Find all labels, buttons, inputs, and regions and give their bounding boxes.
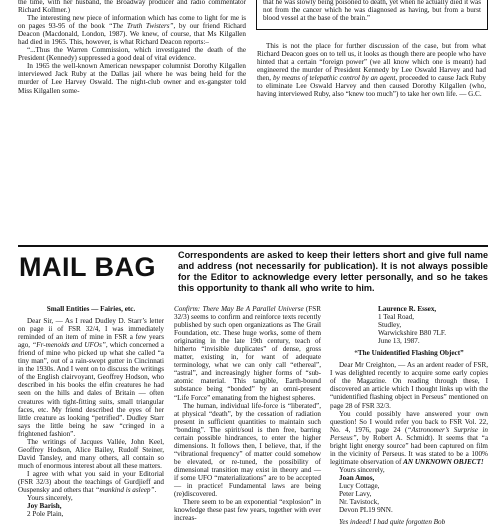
text-run: , which concerned a friend of mine who picked up what she called “a tiny man”, out of a rain-swept gutter in Cincinnati in the 1930s. And I went on to discuss the writings of the English clairvoyant, Geoffrey Hodson, who described in his books the elfin creatures he had seen on the hills and dales of Britain — often creatures with tight-fitting suits, small triangular faces, etc. My friend described the eyes of her little creature as looking “petrified”. Dudley Starr says the little being he saw “cringed in a frightened fashion”. <box>18 341 164 438</box>
section-title: MAIL BAG <box>19 252 156 282</box>
text-run: Dear Sir, — As I read Dudley D. Starr’s letter on page ii of FSR 32/4, I was immediately reminded of an item of mine in FSR a few years ago, <box>18 317 164 350</box>
text-run: The interesting new piece of information which has come to light for me is on pages 93-95 of the book <box>18 14 246 31</box>
paragraph: The writings of Jacques Vallée, John Keel, Geoffrey Hodson, Alice Bailey, Rudolf Steiner, David Tansley, and many others, all contain so much of enormous interest about all these matters. <box>18 437 164 470</box>
letter-date: June 13, 1987. <box>378 337 420 346</box>
address-line: Peter Lavy, <box>339 490 372 499</box>
paragraph: the time, with her husband, the Broadway producer and radio commentator Richard Kollmer.) <box>18 0 246 15</box>
text-run: , by Robert A. Schmidt). It seems that “a bright light energy source” had been captured on film in the vicinity of Perseus. It was stated to be a 100% legitimate observation of <box>330 433 488 466</box>
correspondents-notice: Correspondents are asked to keep their letters short and give full name and address (not necessarily for publication). It is not always possible for the Editor to acknowledge every letter personally, and so he takes this opportunity to thank all who write to him. <box>178 250 488 293</box>
paragraph: The human, individual life-force is “liberated”, at physical “death”, by the cessation of radiation present in sufficient quantities to maintain such “bonding”. The spirit/soul is then free, barring certain possible hindrances, to enter the higher dimensions. It follows then, I believe, that, if the “vibrational frequency” of matter could somehow be elevated, or re-tuned, the possibility of dimensional transition may exist in theory and — if some UFO “materializations” are to be accepted — in practice! Fundamental laws are being (re)discovered. <box>174 401 321 499</box>
text-run: , proceeded to cause Jack Ruby to eliminate Lee Oswald Harvey and then caused Dorothy Kilgallen (who, having interviewed Ruby, also “knew too much”) to take her own life. — G.C. <box>257 74 486 99</box>
address-line: Nr. Tavistock, <box>339 498 380 507</box>
address-line: Warwickshire B80 7LF. <box>378 329 447 338</box>
paragraph <box>330 410 488 466</box>
text-run: You could possibly have answered your own question! So I would refer you back to FSR Vol. 22, No. 4, 1976, page 24 ( <box>330 409 488 434</box>
signature-name: Joan Amos, <box>339 473 375 482</box>
paragraph: There seem to be an exponential “explosion” in knowledge these past few years, together with ever increas- <box>174 498 321 523</box>
text-run: (FSR 32/3) seems to confirm and reinforce texts recently published by such open organizations as The Grail Foundation, etc. These huge works, some of them originating in the late 19th century, teach of hitherto “invisible duplicates” of dense, gross matter, existing in, for want of adequate terminology, what we can only call “ethereal”, “astral”, and increasingly higher forms of “sub-atomic material. This tangible, Earth-bound substance being “bonded” by an omni-present “Life Force” emanating from the highest spheres. <box>174 305 322 402</box>
letter-heading: Small Entities — Fairies, etc. <box>46 305 136 313</box>
paragraph <box>174 305 321 402</box>
article-title: “Astronomer’s Surprise in Perseus” <box>330 425 488 442</box>
paragraph <box>18 317 164 438</box>
book-title: “The Truth Twisters” <box>108 22 174 31</box>
paragraph: In 1965 the well-known American newspaper columnist Dorothy Kilgallen interviewed Jack Ruby at the Dallas jail where he was being held for the murder of Lee Harvey Oswald. The night-club owner and ex-gangster told Miss Kilgallen some- <box>18 62 246 95</box>
text-run: . <box>154 486 157 495</box>
letters-column-1 <box>18 305 164 518</box>
emphasis: AN UNKNOWN OBJECT! <box>403 457 484 466</box>
article-column-right <box>257 42 486 98</box>
italic-phrase: by means of telepathic control by an agent <box>273 74 396 83</box>
signature-name: Joy Barish, <box>27 502 62 511</box>
letter-heading: “The Unidentified Flashing Object” <box>354 349 464 358</box>
paragraph <box>18 470 164 494</box>
address-line: 1 Teal Road, <box>378 313 415 322</box>
quote-box-text-wrap <box>263 0 481 22</box>
closing: Yours sincerely, <box>339 465 385 474</box>
address-line: Studley, <box>378 321 402 330</box>
quotation: “...Thus the Warren Commission, which investigated the death of the President (Kennedy) suppressed a good deal of vital evidence. <box>18 46 246 63</box>
text-run: I agree with what you said in your Editorial (FSR 32/3) about the teachings of Gurdjieff and Ouspensky and others that <box>18 469 164 495</box>
article-column-left <box>18 0 246 95</box>
paragraph <box>18 14 246 46</box>
editor-reply: Yes indeed! I had quite forgotten Bob <box>339 518 446 526</box>
paragraph <box>257 42 486 98</box>
quote-box <box>256 0 488 30</box>
signature-name: Laurence R. Essex, <box>378 305 437 313</box>
letters-column-2 <box>174 305 321 522</box>
quote-box-text: that he was slowly being poisoned to death, yet when he actually died it was not from the cancer which he was diagnosed as having, but from a burst blood vessel at the base of the brain.” <box>263 0 481 23</box>
text-run: This is not the place for further discussion of the case, but from what Richard Deacon goes on to tell us, it looks as though there are people who have hinted that a certain “foreign power” (we all know which one is meant) had engineered the murder of President Kennedy by Lee Oswald Harvey and had then, <box>257 42 486 83</box>
paragraph: Dear Mr Creighton, — As an ardent reader of FSR, I was delighted recently to acquire some early copies of the Magazine. On reading through these, I discovered an article which I thought links up with the “unidentified flashing object in Perseus” mentioned on page 28 of FSR 32/3. <box>330 361 488 410</box>
quoted-phrase: “mankind is asleep” <box>95 486 155 495</box>
closing: Yours sincerely, <box>27 494 73 503</box>
address-line: Devon PL19 9NN. <box>339 506 393 515</box>
letters-column-3 <box>330 305 488 526</box>
text-run: , by our friend Richard Deacon (Macdonald, London, 1987). We knew, of course, that Ms Kilgallen had died in 1965. This, however, is what Richard Deacon reports:– <box>18 22 246 47</box>
section-divider <box>18 245 488 247</box>
address-line: Lucy Cottage, <box>339 481 380 490</box>
address-line: 2 Pole Plain, <box>27 510 64 519</box>
article-title: “Fr-menoids and UFOs” <box>32 341 106 350</box>
article-title: Confirm: There May Be A Parallel Universe <box>174 305 304 313</box>
